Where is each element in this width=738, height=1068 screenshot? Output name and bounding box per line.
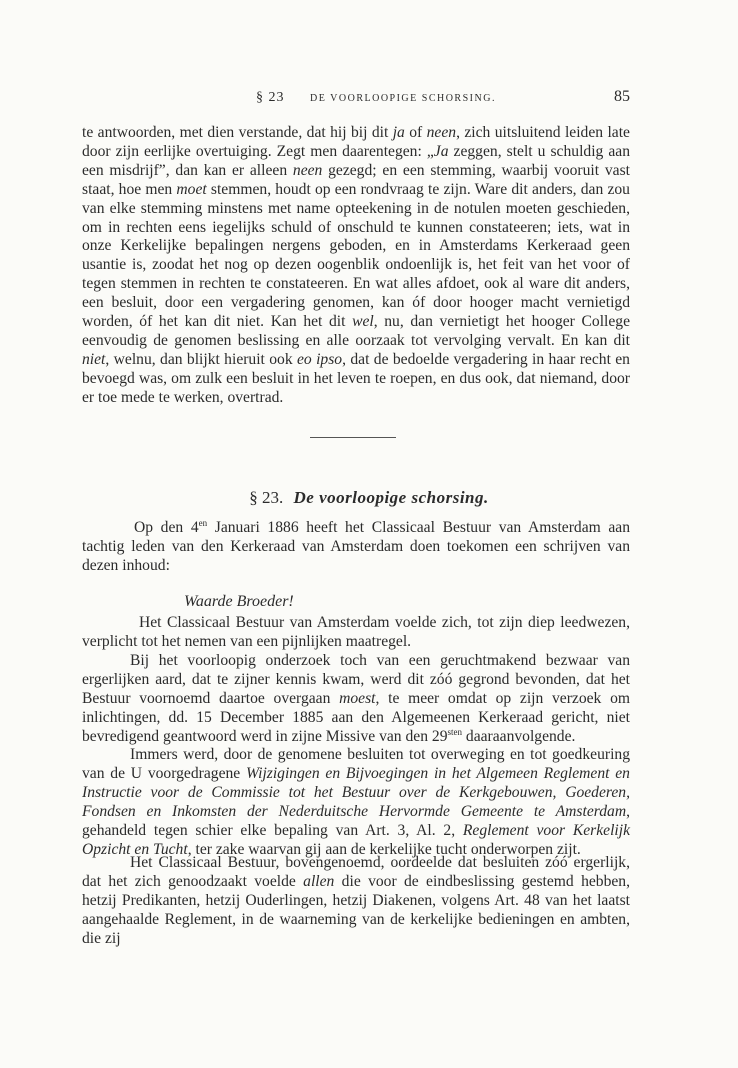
letter-paragraph-3: Immers werd, door de genomene besluiten tot overweging en tot goedkeuring van de U voorgedragene Wijzigingen en Bijvoegingen in het Algemeen Reglement en Instructie voor de Commissie tot het Bestuur over de Kerkgebouwen, Goederen, Fondsen en Inkomsten der Nederduitsche Hervormde Gemeente te Amsterdam, gehandeld tegen schier elke bepaling van Art. 3, Al. 2, Reglement voor Kerkelijk Opzicht en Tucht, ter zake waarvan gij aan de kerkelijke tucht onderworpen zijt. [82,746,630,858]
paragraph-continuation: te antwoorden, met dien verstande, dat hij bij dit ja of neen, zich uitsluitend leiden late door zijn eerlijke overtuiging. Zegt men daarentegen: „Ja zeggen, stelt u schuldig aan een misdrijf”, dan kan er alleen neen gezegd; en een stemming, waarbij vooruit vast staat, hoe men moet stemmen, houdt op een rondvraag te zijn. Ware dit anders, dan zou van elke stemming minstens met name opteekening in de notulen moeten geschieden, om in rechten eens iegelijks schuld of onschuld te kunnen constateeren; iets, wat in onze Kerkelijke bepalingen nergens geboden, en in Amsterdams Kerkeraad geen usantie is, zoodat het nog op dezen oogenblik ondoenlijk is, het feit van het voor of tegen stemmen in rechten te constateeren. En wat alles afdoet, ook al ware dit anders, een besluit, door een vergadering genomen, kan óf door hooger macht vernietigd worden, óf het kan dit niet. Kan het dit wel, nu, dan vernietigt het hooger College eenvoudig de genomen beslissing en alle oorzaak tot vervolging vervalt. En kan dit niet, welnu, dan blijkt hieruit ook eo ipso, dat de bedoelde vergadering in haar recht en bevoegd was, om zulk een besluit in het leven te roepen, en dus ook, dat niemand, door er toe mede te werken, overtrad. [82,124,631,406]
running-title: DE VOORLOOPIGE SCHORSING. [310,93,496,104]
section-divider [310,437,396,438]
section-heading [0,488,738,508]
letter-paragraph-4: Het Classicaal Bestuur, bovengenoemd, oordeelde dat besluiten zóó ergerlijk, dat het zich genoodzaakt voelde allen die voor de eindbeslissing gestemd hebben, hetzij Predikanten, hetzij Ouderlingen, hetzij Diakenen, volgens Art. 48 van het laatst aangehaalde Reglement, in de waarneming van de kerkelijke bedieningen en ambten, die zij [82,854,631,947]
page-number: 85 [614,88,630,105]
page-header [82,88,630,110]
letter-paragraph-2: Bij het voorloopig onderzoek toch van een geruchtmakend bezwaar van ergerlijken aard, dat te zijner kennis kwam, werd dit zóó gegrond bevonden, dat het Bestuur voornoemd daartoe overgaan moest, te meer omdat op zijn verzoek om inlichtingen, dd. 15 December 1885 aan den Algemeenen Kerkeraad gericht, niet bevredigend geantwoord werd in zijne Missive van den $29^{sten}$ daaraanvolgende. [82,652,630,745]
letter-salutation: Waarde Broeder! [184,593,294,610]
section-title: De voorloopige schorsing. [293,488,489,507]
header-section-number: § 23 [256,90,285,105]
letter-paragraph-1: Het Classicaal Bestuur van Amsterdam voelde zich, tot zijn diep leedwezen, verplicht tot het nemen van een pijnlijken maatregel. [82,614,630,650]
paragraph-intro: Op den $4^{en}$ Januari 1886 heeft het Classicaal Bestuur van Amsterdam aan tachtig leden van den Kerkeraad van Amsterdam doen toekomen een schrijven van dezen inhoud: [82,517,631,574]
section-number: § 23. [249,488,284,507]
